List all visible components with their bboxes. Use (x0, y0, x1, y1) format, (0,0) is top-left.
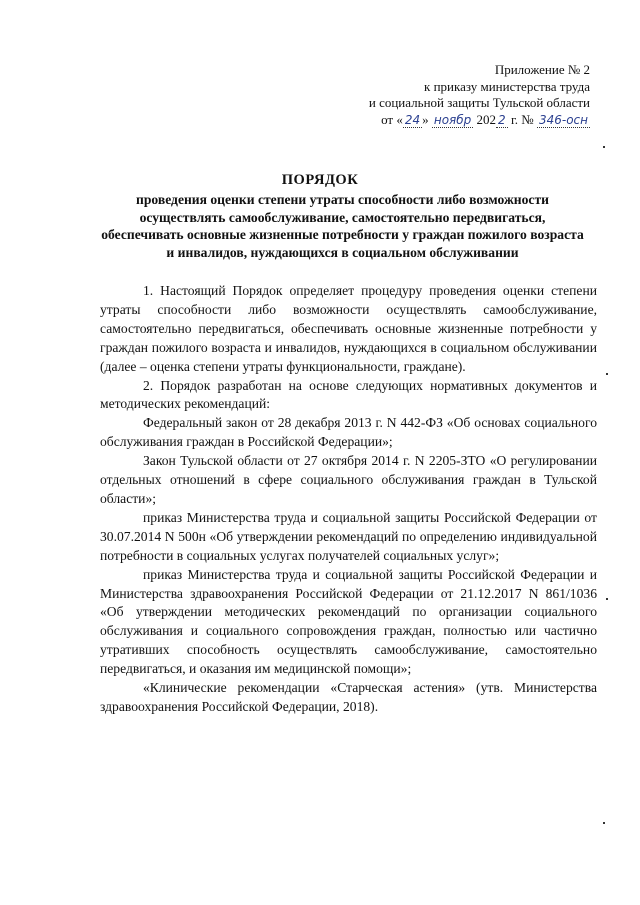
order-number: 346-осн (538, 112, 588, 127)
document-body (100, 282, 597, 717)
date-day: 24 (404, 112, 421, 127)
paragraph-regional-law: Закон Тульской области от 27 октября 2014 г. N 2205-ЗТО «О регулировании отдельных отношений в сфере социального обслуживания граждан в Тульской области»; (100, 453, 597, 506)
paragraph-federal-law: Федеральный закон от 28 декабря 2013 г. N 442-ФЗ «Об основах социального обслуживания граждан в Российской Федерации»; (100, 415, 597, 450)
date-suffix: г. № (510, 111, 534, 127)
scan-dot (606, 598, 608, 600)
date-year-handwritten: 2 (498, 112, 506, 127)
paragraph-order-861: приказ Министерства труда и социальной защиты Российской Федерации и Министерства здравоохранения Российской Федерации от 21.12.2017 N 861/1036 «Об утверждении методических рекомендаций по организации социального обслуживания и социального сопровождения граждан, полностью или частично утративших способность осуществлять самообслуживание, самостоятельно передвигаться, и оказания им медицинской помощи»; (100, 566, 597, 677)
scan-dot (603, 822, 605, 824)
appendix-date-line (330, 112, 590, 129)
scan-dot (606, 373, 608, 375)
document-title: ПОРЯДОК (281, 172, 359, 188)
paragraph-clinical-guidelines: «Клинические рекомендации «Старческая астения» (утв. Министерства здравоохранения Российской Федерации, 2018). (100, 680, 597, 714)
paragraph-order-500n: приказ Министерства труда и социальной защиты Российской Федерации от 30.07.2014 N 500н «Об утверждении рекомендаций по определению индивидуальной потребности в социальных услугах получателей социальных услуг»; (100, 509, 597, 563)
appendix-line-2: к приказу министерства труда (424, 78, 590, 94)
scan-dot (603, 146, 605, 148)
document-subtitle: проведения оценки степени утраты способности либо возможности осуществлять самообслуживание, самостоятельно передвигаться, обеспечивать основные жизненные потребности у граждан пожилого возраста и инвалидов, нуждающихся в социальном обслуживании (101, 192, 584, 260)
date-prefix: от « (381, 111, 403, 127)
paragraph-1: 1. Настоящий Порядок определяет процедуру проведения оценки степени утраты способности либо возможности осуществлять самообслуживание, самостоятельно передвигаться, обеспечивать основные жизненные потребности у граждан пожилого возраста и инвалидов, нуждающихся в социальном обслуживании (далее – оценка степени утраты функциональности, граждане). (100, 283, 597, 374)
appendix-line-1: Приложение № 2 (494, 62, 590, 77)
date-month: ноябр (433, 112, 472, 127)
date-mid: » (422, 111, 429, 127)
appendix-line-3: и социальной защиты Тульской области (368, 95, 590, 110)
date-year-prefix: 202 (476, 111, 497, 127)
paragraph-2: 2. Порядок разработан на основе следующих нормативных документов и методических рекомендаций: (100, 377, 597, 412)
appendix-header (330, 62, 590, 128)
